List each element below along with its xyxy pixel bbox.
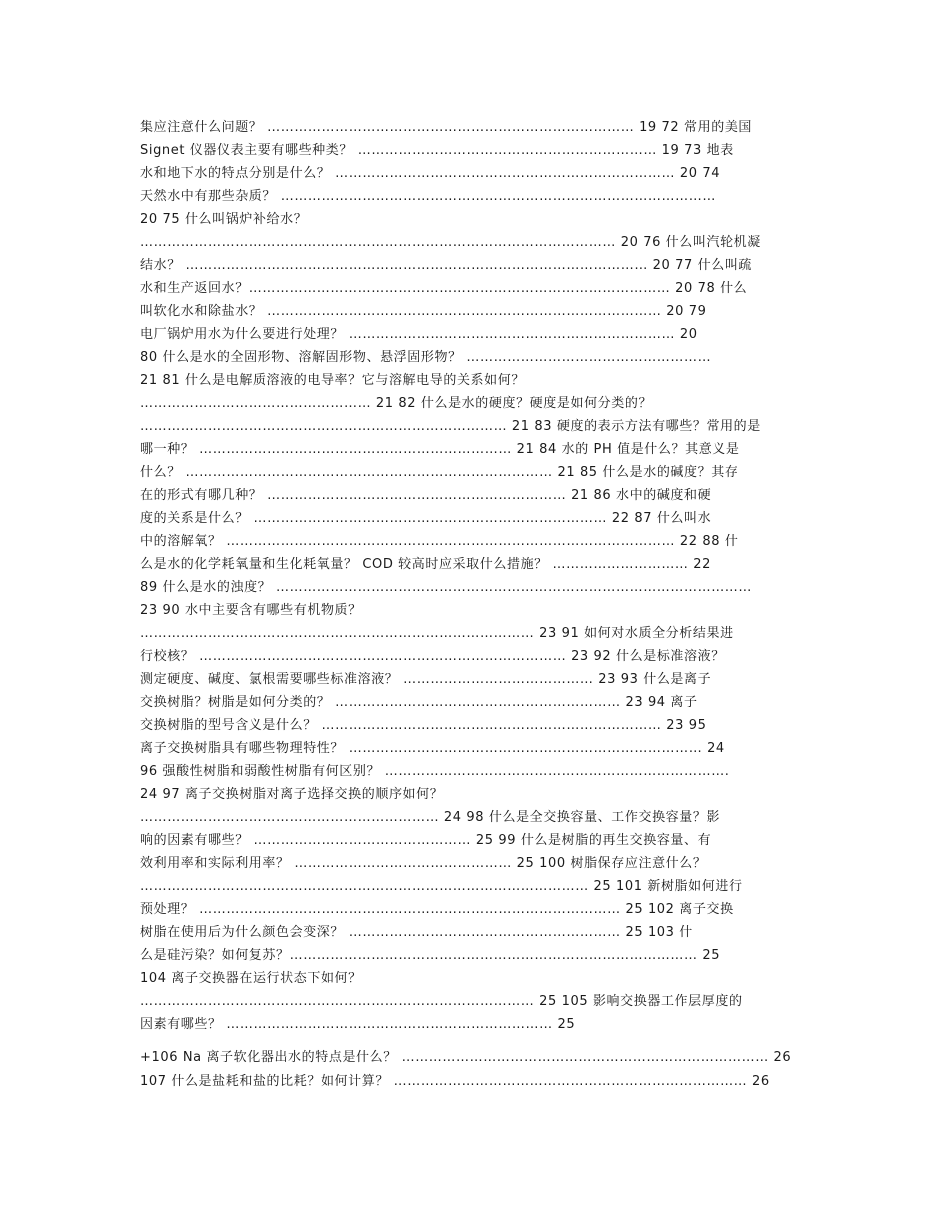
toc-line: Signet 仪器仪表主要有哪些种类？ ………………………………………………………… 19 73 地表 bbox=[140, 143, 734, 158]
toc-line: 20 75 什么叫锅炉补给水？ bbox=[140, 212, 308, 227]
toc-line: 叫软化水和除盐水？ …………………………………………………………………………… 20 79 bbox=[140, 304, 707, 319]
toc-line: 结水？ ………………………………………………………………………………………… 20 77 什么叫疏 bbox=[140, 258, 753, 273]
toc-line: 么是硅污染？如何复苏？……………………………………………………………………………… 25 bbox=[140, 948, 721, 963]
toc-line: 么是水的化学耗氧量和生化耗氧量？ COD 较高时应采取什么措施？ ………………………… 22 bbox=[140, 557, 711, 572]
toc-line: 预处理？ ………………………………………………………………………………… 25 102 离子交换 bbox=[140, 902, 734, 917]
table-of-contents bbox=[140, 116, 812, 1093]
toc-line: 离子交换树脂具有哪些物理特性？ …………………………………………………………………… 24 bbox=[140, 741, 725, 756]
toc-line: 交换树脂？树脂是如何分类的？ ……………………………………………………… 23 94 离子 bbox=[140, 695, 698, 710]
toc-line: 响的因素有哪些？ ………………………………………… 25 99 什么是树脂的再生交换容量、有 bbox=[140, 833, 712, 848]
toc-line: 测定硬度、碱度、氯根需要哪些标准溶液？ …………………………………… 23 93 什么是离子 bbox=[140, 672, 712, 687]
toc-line: 89 什么是水的浊度？ …………………………………………………………………………………………… bbox=[140, 580, 753, 595]
toc-line: 树脂在使用后为什么颜色会变深？ …………………………………………………… 25 103 什 bbox=[140, 925, 693, 940]
toc-line: 104 离子交换器在运行状态下如何？ bbox=[140, 971, 362, 986]
toc-line: ………………………………………………………… 24 98 什么是全交换容量、工作交换容量？影 bbox=[140, 810, 721, 825]
toc-line: 80 什么是水的全固形物、溶解固形物、悬浮固形物？ ……………………………………………… bbox=[140, 350, 712, 365]
toc-line: 96 强酸性树脂和弱酸性树脂有何区别？ …………………………………………………………………. bbox=[140, 764, 730, 779]
toc-line: 交换树脂的型号含义是什么？ ………………………………………………………………… 23 95 bbox=[140, 718, 707, 733]
toc-line: 效利用率和实际利用率？ ………………………………………… 25 100 树脂保存应注意什么？ bbox=[140, 856, 707, 871]
toc-line: 哪一种？ …………………………………………………………… 21 84 水的 PH 值是什么？其意义是 bbox=[140, 442, 740, 457]
toc-line: …………………………………………………………………………………………… 20 76 什么叫汽轮机凝 bbox=[140, 235, 761, 250]
toc-line: …………………………………………………………………………… 25 105 影响交换器工作层厚度的 bbox=[140, 994, 743, 1009]
toc-line: 水和生产返回水？………………………………………………………………………………… 20 78 什么 bbox=[140, 281, 748, 296]
toc-line: 中的溶解氧？ ……………………………………………………………………………………… 22 88 什 bbox=[140, 534, 739, 549]
toc-line: ……………………………………………………………………… 21 83 硬度的表示方法有哪些？常用的是 bbox=[140, 419, 761, 434]
toc-line: 天然水中有那些杂质？ …………………………………………………………………………………… bbox=[140, 189, 716, 204]
toc-line: 电厂锅炉用水为什么要进行处理？ ……………………………………………………………… 20 bbox=[140, 327, 698, 342]
toc-line: 集应注意什么问题？ ……………………………………………………………………… 19 72 常用的美国 bbox=[140, 120, 753, 135]
toc-line: …………………………………………… 21 82 什么是水的硬度？硬度是如何分类的？ bbox=[140, 396, 653, 411]
toc-line: 21 81 什么是电解质溶液的电导率？它与溶解电导的关系如何？ bbox=[140, 373, 525, 388]
toc-line: 107 什么是盐耗和盐的比耗？如何计算？ …………………………………………………………………… 26 bbox=[140, 1074, 770, 1089]
toc-line: +106 Na 离子软化器出水的特点是什么？ ……………………………………………………………………… 26 bbox=[140, 1050, 792, 1065]
toc-line: 24 97 离子交换树脂对离子选择交换的顺序如何？ bbox=[140, 787, 444, 802]
toc-line: 在的形式有哪几种？ ………………………………………………………… 21 86 水中的碱度和硬 bbox=[140, 488, 712, 503]
toc-line: …………………………………………………………………………… 23 91 如何对水质全分析结果进 bbox=[140, 626, 734, 641]
toc-line: 因素有哪些？ ……………………………………………………………… 25 bbox=[140, 1017, 576, 1032]
toc-line: 23 90 水中主要含有哪些有机物质？ bbox=[140, 603, 362, 618]
toc-line: ……………………………………………………………………………………… 25 101 新树脂如何进行 bbox=[140, 879, 743, 894]
toc-line: 度的关系是什么？ …………………………………………………………………… 22 87 什么叫水 bbox=[140, 511, 712, 526]
toc-line: 行校核？ ……………………………………………………………………… 23 92 什么是标准溶液？ bbox=[140, 649, 725, 664]
toc-line: 什么？ ……………………………………………………………………… 21 85 什么是水的碱度？其存 bbox=[140, 465, 739, 480]
toc-line: 水和地下水的特点分别是什么？ ………………………………………………………………… 20 74 bbox=[140, 166, 721, 181]
